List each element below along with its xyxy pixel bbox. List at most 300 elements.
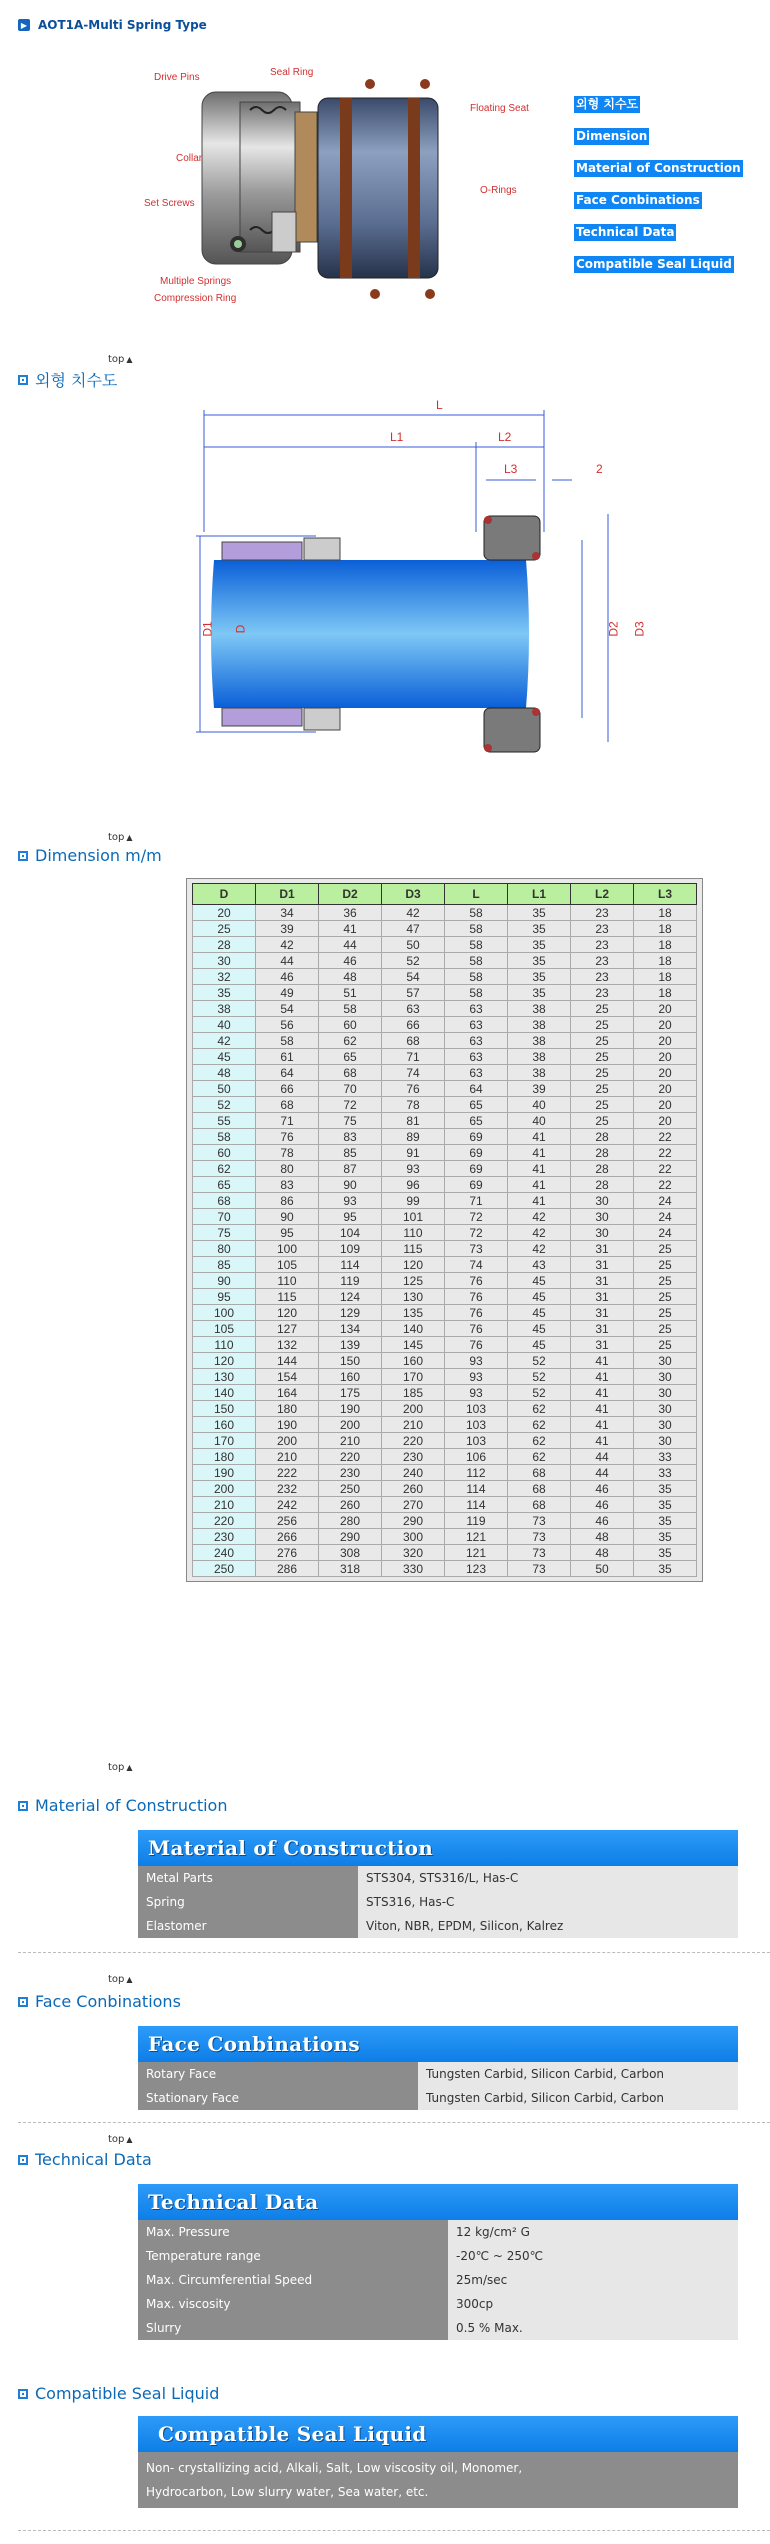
table-cell: 30: [634, 1369, 697, 1385]
table-cell: 68: [508, 1465, 571, 1481]
table-cell: 45: [508, 1321, 571, 1337]
table-cell: 120: [382, 1257, 445, 1273]
table-cell: 63: [382, 1001, 445, 1017]
table-cell: 30: [634, 1433, 697, 1449]
table-cell: 74: [445, 1257, 508, 1273]
table-cell: 25: [571, 1065, 634, 1081]
table-cell: 28: [571, 1161, 634, 1177]
table-cell: 28: [193, 937, 256, 953]
table-cell: 125: [382, 1273, 445, 1289]
table-row: [193, 1449, 697, 1465]
table-cell: 130: [382, 1289, 445, 1305]
table-cell: 78: [256, 1145, 319, 1161]
table-cell: 52: [508, 1353, 571, 1369]
table-cell: 30: [193, 953, 256, 969]
table-cell: 54: [382, 969, 445, 985]
label-drive-pins: Drive Pins: [154, 72, 200, 83]
spec-row: Metal Parts STS304, STS316/L, Has-C: [138, 1866, 738, 1890]
table-cell: 28: [571, 1145, 634, 1161]
table-cell: 69: [445, 1177, 508, 1193]
table-cell: 42: [382, 905, 445, 921]
table-cell: 23: [571, 937, 634, 953]
dim-label-L3: L3: [504, 462, 518, 476]
table-cell: 31: [571, 1337, 634, 1353]
table-cell: 65: [193, 1177, 256, 1193]
table-cell: 66: [256, 1081, 319, 1097]
table-cell: 42: [508, 1209, 571, 1225]
label-multiple-springs: Multiple Springs: [160, 276, 232, 287]
table-row: [193, 1273, 697, 1289]
table-cell: 20: [634, 1017, 697, 1033]
table-cell: 140: [193, 1385, 256, 1401]
table-cell: 43: [508, 1257, 571, 1273]
table-cell: 87: [319, 1161, 382, 1177]
table-cell: 300: [382, 1529, 445, 1545]
table-cell: 61: [256, 1049, 319, 1065]
table-cell: 91: [382, 1145, 445, 1161]
top-link[interactable]: top ▲: [108, 354, 133, 365]
divider: [18, 2122, 770, 2123]
table-cell: 18: [634, 905, 697, 921]
divider: [18, 1952, 770, 1953]
table-cell: 72: [445, 1209, 508, 1225]
table-cell: 25: [571, 1017, 634, 1033]
table-cell: 63: [445, 1001, 508, 1017]
table-cell: 58: [256, 1033, 319, 1049]
label-set-screws: Set Screws: [144, 198, 195, 209]
table-cell: 260: [382, 1481, 445, 1497]
table-cell: 35: [634, 1529, 697, 1545]
menu-dimension[interactable]: Dimension: [576, 129, 648, 143]
table-cell: 45: [508, 1337, 571, 1353]
table-cell: 286: [256, 1561, 319, 1577]
table-cell: 31: [571, 1241, 634, 1257]
table-cell: 24: [634, 1193, 697, 1209]
square-bullet-icon: [18, 851, 28, 861]
table-cell: 114: [445, 1497, 508, 1513]
table-row: [193, 921, 697, 937]
table-cell: 62: [319, 1033, 382, 1049]
table-cell: 38: [508, 1065, 571, 1081]
table-cell: 25: [571, 1113, 634, 1129]
triangle-up-icon: ▲: [126, 1975, 133, 1984]
table-cell: 93: [319, 1193, 382, 1209]
spec-row: Max. Circumferential Speed 25m/sec: [138, 2268, 738, 2292]
table-cell: 115: [382, 1241, 445, 1257]
table-cell: 44: [571, 1449, 634, 1465]
table-cell: 110: [382, 1225, 445, 1241]
table-cell: 62: [508, 1401, 571, 1417]
table-cell: 58: [445, 969, 508, 985]
table-row: [193, 1065, 697, 1081]
table-row: [193, 985, 697, 1001]
label-floating-seat: Floating Seat: [470, 103, 529, 114]
table-cell: 46: [256, 969, 319, 985]
table-cell: 230: [193, 1529, 256, 1545]
table-cell: 62: [508, 1433, 571, 1449]
table-cell: 103: [445, 1417, 508, 1433]
table-cell: 47: [382, 921, 445, 937]
table-cell: 210: [193, 1497, 256, 1513]
table-cell: 121: [445, 1545, 508, 1561]
table-cell: 58: [445, 953, 508, 969]
table-cell: 76: [445, 1305, 508, 1321]
table-cell: 25: [634, 1257, 697, 1273]
column-header-l2: L2: [571, 884, 634, 905]
table-cell: 38: [193, 1001, 256, 1017]
table-cell: 70: [193, 1209, 256, 1225]
table-row: [193, 905, 697, 921]
table-cell: 95: [256, 1225, 319, 1241]
table-row: [193, 1513, 697, 1529]
table-cell: 35: [508, 905, 571, 921]
table-cell: 290: [382, 1513, 445, 1529]
table-cell: 46: [571, 1481, 634, 1497]
table-cell: 25: [571, 1033, 634, 1049]
table-cell: 63: [445, 1065, 508, 1081]
spec-row: Max. Pressure 12 kg/cm² G: [138, 2220, 738, 2244]
top-link[interactable]: top ▲: [108, 832, 133, 843]
table-cell: 41: [571, 1353, 634, 1369]
table-cell: 20: [634, 1033, 697, 1049]
table-cell: 52: [193, 1097, 256, 1113]
table-cell: 41: [508, 1145, 571, 1161]
table-cell: 109: [319, 1241, 382, 1257]
dim-label-2: 2: [596, 462, 603, 476]
table-cell: 38: [508, 1033, 571, 1049]
table-cell: 45: [193, 1049, 256, 1065]
table-cell: 103: [445, 1433, 508, 1449]
table-cell: 230: [382, 1449, 445, 1465]
table-cell: 290: [319, 1529, 382, 1545]
table-cell: 24: [634, 1209, 697, 1225]
technical-spec-box: [138, 2184, 738, 2340]
table-cell: 150: [319, 1353, 382, 1369]
dim-label-L2: L2: [498, 430, 512, 444]
table-row: [193, 1241, 697, 1257]
menu-compatible[interactable]: Compatible Seal Liquid: [576, 257, 732, 271]
top-link[interactable]: top ▲: [108, 1974, 133, 1985]
table-cell: 25: [571, 1097, 634, 1113]
table-cell: 66: [382, 1017, 445, 1033]
label-o-rings: O-Rings: [480, 185, 517, 196]
table-cell: 86: [256, 1193, 319, 1209]
table-row: [193, 1193, 697, 1209]
menu-outline[interactable]: 외형 치수도: [576, 97, 639, 111]
table-row: [193, 1321, 697, 1337]
section-outline: 외형 치수도: [18, 368, 117, 391]
divider: [18, 2530, 770, 2531]
table-cell: 55: [193, 1113, 256, 1129]
table-cell: 18: [634, 953, 697, 969]
table-cell: 52: [508, 1385, 571, 1401]
column-header-d2: D2: [319, 884, 382, 905]
table-cell: 210: [319, 1433, 382, 1449]
table-cell: 52: [382, 953, 445, 969]
table-cell: 41: [508, 1161, 571, 1177]
top-link[interactable]: top ▲: [108, 1762, 133, 1773]
table-cell: 68: [319, 1065, 382, 1081]
table-cell: 38: [508, 1049, 571, 1065]
section-compatible: Compatible Seal Liquid: [18, 2384, 219, 2403]
table-cell: 30: [634, 1353, 697, 1369]
table-cell: 73: [445, 1241, 508, 1257]
table-cell: 18: [634, 921, 697, 937]
table-cell: 68: [382, 1033, 445, 1049]
table-cell: 240: [193, 1545, 256, 1561]
table-cell: 250: [319, 1481, 382, 1497]
table-cell: 121: [445, 1529, 508, 1545]
column-header-d: D: [193, 884, 256, 905]
table-row: [193, 1001, 697, 1017]
table-cell: 185: [382, 1385, 445, 1401]
table-cell: 80: [193, 1241, 256, 1257]
table-cell: 58: [445, 937, 508, 953]
table-cell: 160: [319, 1369, 382, 1385]
table-cell: 35: [634, 1497, 697, 1513]
table-cell: 93: [445, 1385, 508, 1401]
table-cell: 22: [634, 1161, 697, 1177]
table-row: [193, 1161, 697, 1177]
top-link[interactable]: top ▲: [108, 2134, 133, 2145]
table-cell: 48: [319, 969, 382, 985]
table-cell: 45: [508, 1305, 571, 1321]
table-cell: 42: [193, 1033, 256, 1049]
table-row: [193, 1257, 697, 1273]
table-cell: 39: [256, 921, 319, 937]
table-cell: 20: [634, 1097, 697, 1113]
table-cell: 41: [571, 1369, 634, 1385]
table-cell: 200: [256, 1433, 319, 1449]
dim-label-D3: D3: [632, 621, 647, 637]
table-cell: 69: [445, 1129, 508, 1145]
table-cell: 25: [571, 1001, 634, 1017]
table-row: [193, 1033, 697, 1049]
table-cell: 320: [382, 1545, 445, 1561]
table-cell: 72: [445, 1225, 508, 1241]
table-cell: 63: [445, 1033, 508, 1049]
table-cell: 23: [571, 969, 634, 985]
table-cell: 38: [508, 1017, 571, 1033]
table-cell: 115: [256, 1289, 319, 1305]
table-cell: 48: [571, 1529, 634, 1545]
dim-label-L1: L1: [390, 430, 404, 444]
table-cell: 57: [382, 985, 445, 1001]
triangle-up-icon: ▲: [126, 833, 133, 842]
table-cell: 18: [634, 969, 697, 985]
table-cell: 60: [193, 1145, 256, 1161]
table-row: [193, 1529, 697, 1545]
table-cell: 22: [634, 1129, 697, 1145]
column-header-l3: L3: [634, 884, 697, 905]
table-cell: 32: [193, 969, 256, 985]
table-row: [193, 1145, 697, 1161]
table-cell: 58: [445, 905, 508, 921]
table-cell: 135: [382, 1305, 445, 1321]
dimension-table: [192, 883, 697, 1577]
table-cell: 42: [508, 1241, 571, 1257]
table-cell: 41: [508, 1177, 571, 1193]
table-cell: 48: [193, 1065, 256, 1081]
column-header-l: L: [445, 884, 508, 905]
table-row: [193, 1337, 697, 1353]
square-bullet-icon: [18, 375, 28, 385]
table-row: [193, 1225, 697, 1241]
table-cell: 35: [193, 985, 256, 1001]
square-bullet-icon: [18, 2155, 28, 2165]
table-row: [193, 1097, 697, 1113]
table-cell: 41: [571, 1417, 634, 1433]
table-row: [193, 969, 697, 985]
table-cell: 145: [382, 1337, 445, 1353]
table-cell: 42: [508, 1225, 571, 1241]
table-cell: 104: [319, 1225, 382, 1241]
table-cell: 58: [193, 1129, 256, 1145]
square-bullet-icon: [18, 1997, 28, 2007]
table-row: [193, 1129, 697, 1145]
table-cell: 25: [634, 1305, 697, 1321]
dimension-table-wrap: [186, 878, 703, 1582]
table-cell: 44: [571, 1465, 634, 1481]
table-cell: 23: [571, 953, 634, 969]
table-cell: 120: [256, 1305, 319, 1321]
table-cell: 200: [193, 1481, 256, 1497]
table-cell: 20: [634, 1001, 697, 1017]
face-header: Face Conbinations: [138, 2026, 738, 2062]
table-cell: 140: [382, 1321, 445, 1337]
page-title-text: AOT1A-Multi Spring Type: [38, 18, 207, 32]
table-cell: 40: [508, 1097, 571, 1113]
table-cell: 35: [508, 985, 571, 1001]
table-cell: 50: [193, 1081, 256, 1097]
table-cell: 58: [319, 1001, 382, 1017]
table-cell: 90: [256, 1209, 319, 1225]
table-cell: 160: [382, 1353, 445, 1369]
page-title: [18, 18, 207, 32]
table-cell: 41: [571, 1385, 634, 1401]
triangle-up-icon: ▲: [126, 355, 133, 364]
table-cell: 44: [256, 953, 319, 969]
table-row: [193, 1289, 697, 1305]
table-cell: 35: [634, 1513, 697, 1529]
table-row: [193, 1177, 697, 1193]
dim-label-D1: D1: [200, 621, 215, 637]
table-cell: 20: [634, 1081, 697, 1097]
table-cell: 80: [256, 1161, 319, 1177]
table-cell: 170: [193, 1433, 256, 1449]
column-header-d1: D1: [256, 884, 319, 905]
table-cell: 50: [571, 1561, 634, 1577]
table-cell: 25: [634, 1241, 697, 1257]
table-cell: 25: [571, 1081, 634, 1097]
table-cell: 90: [193, 1273, 256, 1289]
table-cell: 35: [508, 921, 571, 937]
table-cell: 74: [382, 1065, 445, 1081]
table-cell: 30: [634, 1417, 697, 1433]
table-cell: 106: [445, 1449, 508, 1465]
table-cell: 100: [193, 1305, 256, 1321]
table-cell: 35: [508, 969, 571, 985]
table-cell: 31: [571, 1257, 634, 1273]
table-cell: 75: [193, 1225, 256, 1241]
table-cell: 30: [571, 1193, 634, 1209]
dim-label-D2: D2: [606, 621, 621, 637]
table-cell: 30: [571, 1225, 634, 1241]
table-cell: 52: [508, 1369, 571, 1385]
table-cell: 39: [508, 1081, 571, 1097]
spec-row: Max. viscosity 300cp: [138, 2292, 738, 2316]
table-cell: 64: [445, 1081, 508, 1097]
table-cell: 23: [571, 905, 634, 921]
product-illustration: [140, 62, 520, 312]
table-cell: 76: [382, 1081, 445, 1097]
section-technical: Technical Data: [18, 2150, 152, 2169]
column-header-d3: D3: [382, 884, 445, 905]
table-cell: 41: [571, 1401, 634, 1417]
table-cell: 30: [571, 1209, 634, 1225]
table-cell: 31: [571, 1321, 634, 1337]
table-cell: 62: [193, 1161, 256, 1177]
compatible-header: Compatible Seal Liquid: [138, 2416, 738, 2452]
table-cell: 20: [634, 1049, 697, 1065]
table-cell: 28: [571, 1129, 634, 1145]
table-cell: 230: [319, 1465, 382, 1481]
dim-label-L: L: [436, 398, 443, 412]
table-row: [193, 1465, 697, 1481]
table-cell: 73: [508, 1513, 571, 1529]
outline-drawing: [196, 392, 676, 772]
table-cell: 69: [445, 1161, 508, 1177]
square-bullet-icon: [18, 2389, 28, 2399]
table-cell: 72: [319, 1097, 382, 1113]
table-cell: 18: [634, 937, 697, 953]
table-cell: 65: [445, 1113, 508, 1129]
table-cell: 68: [508, 1481, 571, 1497]
table-cell: 31: [571, 1289, 634, 1305]
menu-material[interactable]: Material of Construction: [576, 161, 741, 175]
table-cell: 68: [256, 1097, 319, 1113]
table-cell: 95: [319, 1209, 382, 1225]
table-row: [193, 1401, 697, 1417]
table-cell: 270: [382, 1497, 445, 1513]
table-cell: 154: [256, 1369, 319, 1385]
table-cell: 25: [634, 1273, 697, 1289]
technical-header: Technical Data: [138, 2184, 738, 2220]
menu-face[interactable]: Face Conbinations: [576, 193, 700, 207]
menu-technical[interactable]: Technical Data: [576, 225, 675, 239]
table-cell: 35: [508, 953, 571, 969]
table-cell: 260: [319, 1497, 382, 1513]
table-cell: 33: [634, 1449, 697, 1465]
spec-row: Elastomer Viton, NBR, EPDM, Silicon, Kalrez: [138, 1914, 738, 1938]
table-cell: 81: [382, 1113, 445, 1129]
spec-row: Spring STS316, Has-C: [138, 1890, 738, 1914]
table-cell: 112: [445, 1465, 508, 1481]
table-cell: 124: [319, 1289, 382, 1305]
table-row: [193, 1081, 697, 1097]
table-cell: 76: [445, 1289, 508, 1305]
table-cell: 180: [193, 1449, 256, 1465]
table-cell: 220: [193, 1513, 256, 1529]
table-cell: 44: [319, 937, 382, 953]
table-cell: 318: [319, 1561, 382, 1577]
compatible-spec-box: [138, 2416, 738, 2508]
table-cell: 180: [256, 1401, 319, 1417]
table-cell: 68: [508, 1497, 571, 1513]
table-cell: 50: [382, 937, 445, 953]
table-row: [193, 1433, 697, 1449]
table-cell: 127: [256, 1321, 319, 1337]
